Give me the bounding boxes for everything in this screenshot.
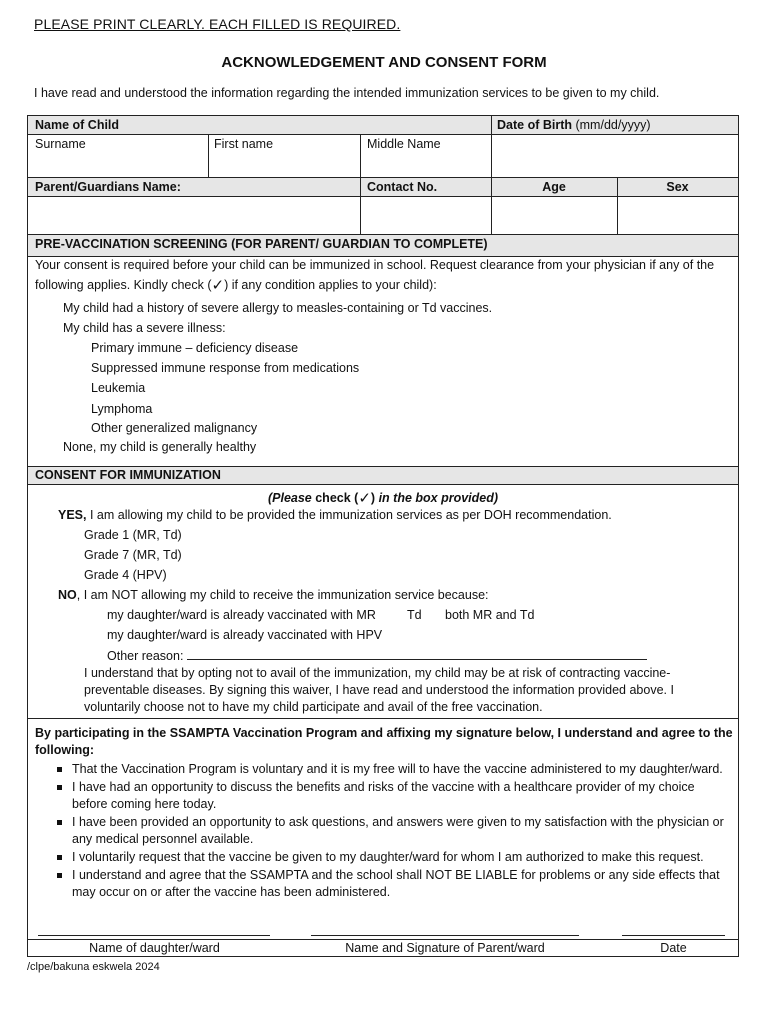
contact-number-header: Contact No. bbox=[367, 180, 438, 194]
consent-instruction: (Please check (✓) in the box provided) bbox=[267, 490, 499, 507]
reason-both[interactable]: both MR and Td bbox=[445, 608, 535, 622]
check-mark-icon: ✓ bbox=[358, 490, 371, 507]
waiver-text: I understand that by opting not to avail of the immunization, my child may be at risk of contracting vaccine- bbox=[84, 666, 671, 680]
agreement-intro-2: following: bbox=[35, 743, 95, 757]
daughter-name-label: Name of daughter/ward bbox=[89, 941, 220, 955]
agreement-item: I understand and agree that the SSAMPTA and the school shall NOT BE LIABLE for problems or any side effects that may occur on or after the vaccine has been administered. bbox=[40, 867, 730, 901]
reason-td[interactable]: Td bbox=[407, 608, 422, 622]
screening-instruction-2: following applies. Kindly check (✓) if any condition applies to your child): bbox=[35, 277, 437, 294]
other-reason-field[interactable]: Other reason: bbox=[107, 648, 647, 663]
screening-header: PRE-VACCINATION SCREENING (FOR PARENT/ GUARDIAN TO COMPLETE) bbox=[35, 237, 488, 251]
waiver-text: preventable diseases. By signing this waiver, I have read and understood the information provided above. I bbox=[84, 683, 674, 697]
condition-item[interactable]: Primary immune – deficiency disease bbox=[91, 341, 299, 355]
parent-signature-line[interactable] bbox=[311, 935, 579, 936]
bullet-icon bbox=[57, 820, 62, 825]
print-notice: PLEASE PRINT CLEARLY. EACH FILLED IS REQUIRED. bbox=[34, 16, 401, 32]
date-of-birth-header: Date of Birth (mm/dd/yyyy) bbox=[497, 118, 651, 132]
date-label: Date bbox=[660, 941, 687, 955]
reason-hpv[interactable]: my daughter/ward is already vaccinated with HPV bbox=[107, 628, 383, 642]
grade-option[interactable]: Grade 4 (HPV) bbox=[84, 568, 167, 582]
child-name-header: Name of Child bbox=[35, 118, 120, 132]
footer-reference: /clpe/bakuna eskwela 2024 bbox=[27, 961, 160, 973]
consent-no-option[interactable]: NO, I am NOT allowing my child to receive the immunization service because: bbox=[58, 588, 489, 602]
check-mark-icon: ✓ bbox=[211, 277, 225, 294]
agreement-item: That the Vaccination Program is voluntary and it is my free will to have the vaccine administered to my daughter/ward. bbox=[40, 761, 730, 778]
date-signature-line[interactable] bbox=[622, 935, 725, 936]
bullet-icon bbox=[57, 785, 62, 790]
sex-header: Sex bbox=[666, 180, 689, 194]
consent-header: CONSENT FOR IMMUNIZATION bbox=[35, 468, 221, 482]
grade-option[interactable]: Grade 7 (MR, Td) bbox=[84, 548, 182, 562]
agreement-item: I have been provided an opportunity to ask questions, and answers were given to my satisfaction with the physician or any medical personnel available. bbox=[40, 814, 730, 848]
daughter-name-signature-line[interactable] bbox=[38, 935, 270, 936]
consent-form-table bbox=[27, 115, 739, 957]
first-name-field[interactable]: First name bbox=[214, 137, 274, 151]
bullet-icon bbox=[57, 767, 62, 772]
waiver-text: voluntarily choose not to have my child participate and avail of the free vaccination. bbox=[84, 700, 543, 714]
form-title: ACKNOWLEDGEMENT AND CONSENT FORM bbox=[221, 54, 547, 71]
age-header: Age bbox=[542, 180, 566, 194]
agreement-intro: By participating in the SSAMPTA Vaccination Program and affixing my signature below, I understand and agree to the bbox=[35, 726, 733, 740]
reason-mr[interactable]: my daughter/ward is already vaccinated with MR bbox=[107, 608, 376, 622]
intro-statement: I have read and understood the information regarding the intended immunization services to be given to my child. bbox=[34, 86, 660, 100]
middle-name-field[interactable]: Middle Name bbox=[367, 137, 441, 151]
screening-instruction: Your consent is required before your child can be immunized in school. Request clearance from your physician if any of the bbox=[35, 258, 715, 272]
guardian-name-header: Parent/Guardians Name: bbox=[35, 180, 181, 194]
agreement-item: I voluntarily request that the vaccine be given to my daughter/ward for whom I am authorized to make this request. bbox=[40, 849, 730, 866]
condition-item[interactable]: Suppressed immune response from medications bbox=[91, 361, 360, 375]
surname-field[interactable]: Surname bbox=[35, 137, 86, 151]
consent-yes-option[interactable]: YES, I am allowing my child to be provided the immunization services as per DOH recommendation. bbox=[58, 508, 612, 522]
bullet-icon bbox=[57, 873, 62, 878]
other-reason-input-line[interactable] bbox=[187, 648, 647, 660]
allergy-condition[interactable]: My child had a history of severe allergy to measles-containing or Td vaccines. bbox=[63, 301, 493, 315]
grade-option[interactable]: Grade 1 (MR, Td) bbox=[84, 528, 182, 542]
severe-illness-condition[interactable]: My child has a severe illness: bbox=[63, 321, 226, 335]
agreement-list bbox=[40, 761, 730, 902]
condition-item[interactable]: Leukemia bbox=[91, 381, 146, 395]
bullet-icon bbox=[57, 855, 62, 860]
healthy-condition[interactable]: None, my child is generally healthy bbox=[63, 440, 257, 454]
parent-signature-label: Name and Signature of Parent/ward bbox=[345, 941, 545, 955]
agreement-item: I have had an opportunity to discuss the benefits and risks of the vaccine with a healthcare provider of my choice before coming here today. bbox=[40, 779, 730, 813]
condition-item[interactable]: Other generalized malignancy bbox=[91, 421, 258, 435]
condition-item[interactable]: Lymphoma bbox=[91, 402, 153, 416]
